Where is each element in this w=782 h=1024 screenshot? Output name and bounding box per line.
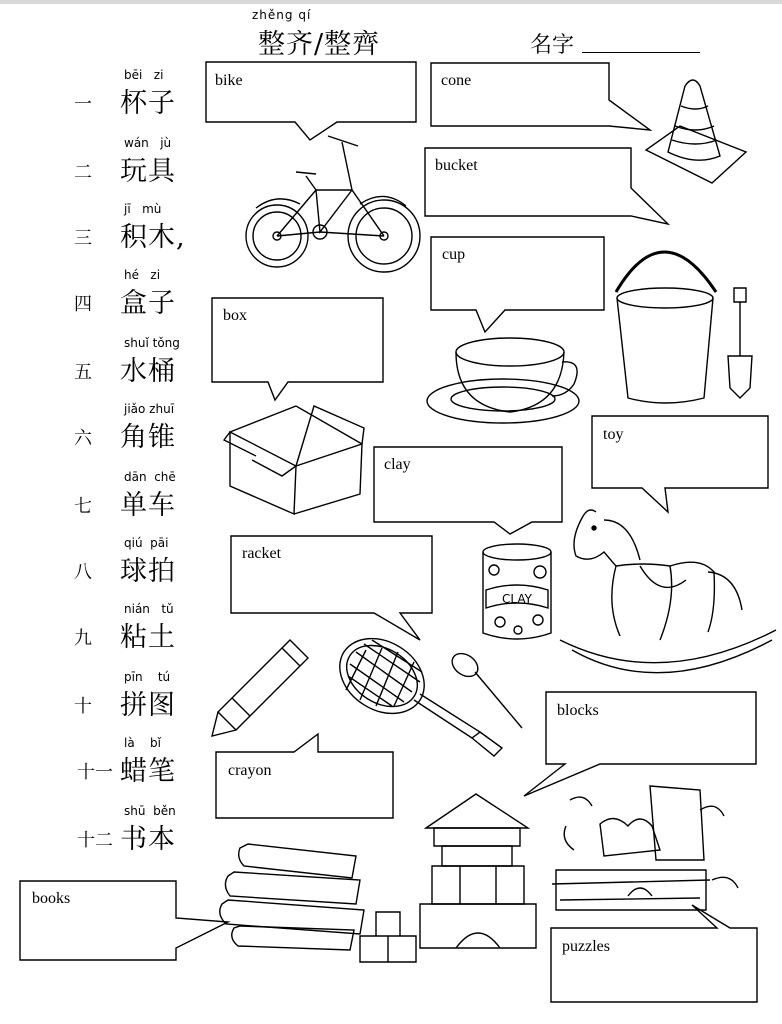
- vocab-number: 五: [74, 362, 92, 383]
- racket-picture: [326, 623, 522, 756]
- vocab-hanzi: 球拍: [120, 556, 176, 587]
- vocab-number: 四: [74, 294, 92, 315]
- crayon-picture: [212, 640, 308, 736]
- toy-picture: [560, 510, 776, 673]
- racket-label: racket: [242, 545, 282, 562]
- vocab-hanzi: 杯子: [120, 88, 176, 119]
- vocab-hanzi: 书本: [120, 824, 176, 855]
- puzzles-picture: [552, 786, 738, 910]
- blocks-picture: [360, 794, 536, 962]
- vocab-pinyin: là bǐ: [124, 736, 161, 750]
- page-title: 整齐/整齊: [258, 29, 381, 60]
- cup-label: cup: [442, 246, 466, 263]
- clay-label: clay: [384, 456, 411, 473]
- vocab-number: 十二: [77, 830, 113, 851]
- vocab-pinyin: nián tǔ: [124, 602, 174, 616]
- toy-label: toy: [603, 426, 624, 443]
- vocab-number: 七: [74, 496, 92, 517]
- vocab-hanzi: 积木,: [120, 222, 186, 253]
- vocab-hanzi: 蜡笔: [120, 756, 176, 787]
- cone-picture: [646, 80, 746, 183]
- vocab-pinyin: hé zi: [124, 268, 161, 282]
- title-pinyin: zhěng qí: [252, 8, 312, 22]
- name-label: 名字: [530, 33, 575, 58]
- cup-picture: [427, 338, 579, 423]
- vocab-hanzi: 玩具: [120, 156, 176, 187]
- vocab-number: 十: [74, 696, 92, 717]
- vocab-number: 八: [74, 562, 92, 583]
- bucket-picture: [616, 252, 752, 403]
- vocab-number: 九: [74, 628, 92, 649]
- vocab-pinyin: qiú pāi: [124, 536, 169, 550]
- vocab-pinyin: dān chē: [124, 470, 176, 484]
- vocab-hanzi: 单车: [120, 490, 176, 521]
- vocab-number: 十一: [77, 762, 113, 783]
- cone-label: cone: [441, 72, 472, 89]
- vocab-pinyin: jī mù: [124, 202, 162, 216]
- vocab-number: 三: [74, 228, 92, 249]
- bucket-label: bucket: [435, 157, 478, 174]
- vocab-hanzi: 拼图: [120, 690, 176, 721]
- bike-label: bike: [215, 72, 243, 89]
- crayon-label: crayon: [228, 762, 272, 779]
- books-picture: [220, 844, 364, 950]
- vocab-pinyin: jiǎo zhuī: [124, 402, 175, 416]
- vocab-number: 一: [74, 94, 92, 115]
- books-label: books: [32, 890, 71, 907]
- vocab-number: 二: [74, 162, 92, 183]
- vocab-hanzi: 水桶: [120, 356, 176, 387]
- box-picture: [224, 406, 364, 514]
- vocab-hanzi: 粘土: [120, 622, 176, 653]
- clay-picture: [483, 544, 551, 639]
- vocab-pinyin: wán jù: [124, 136, 172, 150]
- box-label: box: [223, 307, 247, 324]
- clay-jar-label: CLAY: [502, 592, 532, 606]
- vocab-number: 六: [74, 428, 92, 449]
- bike-picture: [246, 136, 420, 272]
- vocab-pinyin: shū běn: [124, 804, 176, 818]
- vocab-pinyin: shuǐ tǒng: [124, 336, 180, 350]
- vocab-hanzi: 角锥: [120, 422, 176, 453]
- vocab-pinyin: bēi zi: [124, 68, 164, 82]
- blocks-label: blocks: [557, 702, 599, 719]
- vocab-hanzi: 盒子: [120, 288, 176, 319]
- vocab-pinyin: pīn tú: [124, 670, 171, 684]
- puzzles-label: puzzles: [562, 938, 610, 955]
